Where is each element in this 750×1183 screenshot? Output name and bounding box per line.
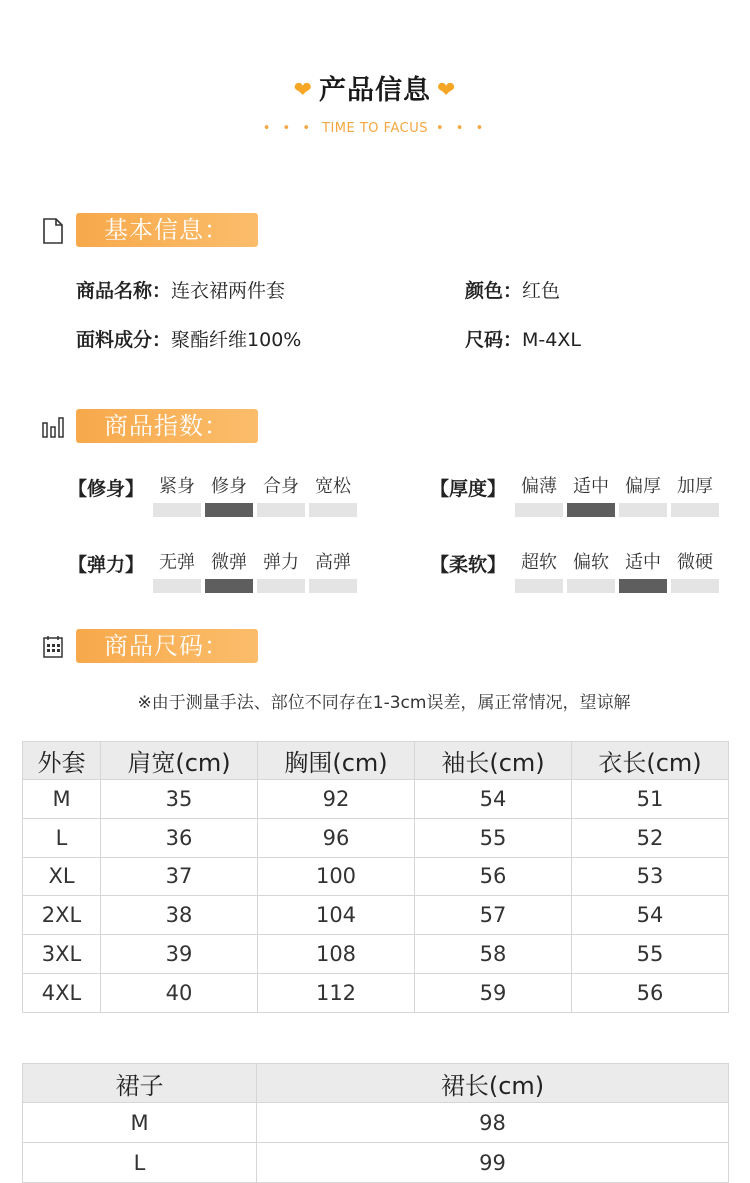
index-bar: [309, 503, 357, 517]
table-header-cell: 袖长(cm): [415, 742, 572, 780]
section-title-basic: 基本信息：: [76, 213, 258, 247]
table-cell: 56: [572, 973, 729, 1012]
table-cell: 54: [572, 896, 729, 935]
table-header-cell: 外套: [23, 742, 101, 780]
index-bar: [671, 503, 719, 517]
table-header-cell: 肩宽(cm): [101, 742, 258, 780]
decorative-dots: • • •: [262, 121, 315, 136]
table-cell: 4XL: [23, 973, 101, 1012]
index-bar-selected: [619, 579, 667, 593]
table-cell: 112: [258, 973, 415, 1012]
table-row: [23, 857, 729, 896]
table-cell: 98: [257, 1103, 729, 1143]
page-title: [0, 68, 750, 107]
product-name-value: 连衣裙两件套: [171, 280, 286, 302]
index-bar: [257, 579, 305, 593]
table-row: [23, 973, 729, 1012]
size-range-row: [465, 325, 581, 352]
fabric-value: 聚酯纤维100%: [171, 329, 302, 351]
index-option: 超软: [521, 552, 557, 573]
table-cell: L: [23, 1143, 257, 1183]
table-cell: 52: [572, 818, 729, 857]
index-option: 修身: [211, 476, 247, 497]
table-cell: 104: [258, 896, 415, 935]
index-bar: [515, 503, 563, 517]
table-header-cell: 衣长(cm): [572, 742, 729, 780]
index-bar: [567, 579, 615, 593]
index-option: 偏厚: [625, 476, 661, 497]
jacket-size-table: [22, 741, 729, 1013]
index-option: 弹力: [263, 552, 299, 573]
index-bar: [515, 579, 563, 593]
index-option: 微弹: [211, 552, 247, 573]
table-row: [23, 780, 729, 819]
table-row: [23, 1143, 729, 1183]
table-cell: 36: [101, 818, 258, 857]
index-option: 适中: [625, 552, 661, 573]
color-value: 红色: [522, 280, 561, 302]
index-bar: [153, 503, 201, 517]
index-bar: [257, 503, 305, 517]
table-cell: 54: [415, 780, 572, 819]
index-bar-selected: [567, 503, 615, 517]
fabric-label: 面料成分：: [76, 329, 172, 351]
table-cell: 38: [101, 896, 258, 935]
skirt-size-table: [22, 1063, 729, 1183]
index-label: 【柔软】: [430, 554, 507, 576]
section-title-size: 商品尺码：: [76, 629, 258, 663]
table-cell: 55: [572, 935, 729, 974]
table-row: [23, 1103, 729, 1143]
index-option: 微硬: [677, 552, 713, 573]
table-header-cell: 胸围(cm): [258, 742, 415, 780]
table-cell: 35: [101, 780, 258, 819]
index-option: 合身: [263, 476, 299, 497]
size-range-label: 尺码：: [465, 329, 523, 351]
color-label: 颜色：: [465, 280, 523, 302]
index-option: 加厚: [677, 476, 713, 497]
table-cell: 108: [258, 935, 415, 974]
table-cell: 59: [415, 973, 572, 1012]
heart-icon: ❤: [293, 78, 313, 103]
table-cell: 55: [415, 818, 572, 857]
table-cell: 39: [101, 935, 258, 974]
table-cell: M: [23, 1103, 257, 1143]
table-cell: XL: [23, 857, 101, 896]
index-bar: [153, 579, 201, 593]
index-bar-selected: [205, 579, 253, 593]
index-label: 【弹力】: [68, 554, 145, 576]
index-bar: [309, 579, 357, 593]
table-cell: 99: [257, 1143, 729, 1183]
table-cell: 51: [572, 780, 729, 819]
table-cell: 2XL: [23, 896, 101, 935]
table-cell: 56: [415, 857, 572, 896]
index-bar: [671, 579, 719, 593]
table-cell: 100: [258, 857, 415, 896]
table-cell: 3XL: [23, 935, 101, 974]
color-row: [465, 276, 560, 303]
table-header-cell: 裙子: [23, 1064, 257, 1103]
page-subtitle: [0, 121, 750, 136]
table-row: [23, 896, 729, 935]
index-option: 紧身: [159, 476, 195, 497]
index-option: 偏薄: [521, 476, 557, 497]
table-cell: 37: [101, 857, 258, 896]
table-cell: L: [23, 818, 101, 857]
table-cell: 57: [415, 896, 572, 935]
index-bar: [619, 503, 667, 517]
subtitle-text: TIME TO FACUS: [322, 121, 428, 136]
calendar-grid-icon: [40, 634, 66, 660]
decorative-dots: • • •: [435, 121, 488, 136]
index-option: 宽松: [315, 476, 351, 497]
fabric-row: [76, 325, 301, 352]
index-bar-selected: [205, 503, 253, 517]
table-cell: 53: [572, 857, 729, 896]
measurement-note: ※由于测量手法、部位不同存在1-3cm误差，属正常情况，望谅解: [137, 693, 631, 713]
bar-chart-icon: [40, 414, 66, 440]
table-cell: 40: [101, 973, 258, 1012]
index-label: 【厚度】: [430, 478, 507, 500]
document-icon: [40, 218, 66, 244]
table-cell: M: [23, 780, 101, 819]
index-label: 【修身】: [68, 478, 145, 500]
table-cell: 58: [415, 935, 572, 974]
table-row: [23, 935, 729, 974]
index-option: 高弹: [315, 552, 351, 573]
table-cell: 96: [258, 818, 415, 857]
product-name-label: 商品名称：: [76, 280, 172, 302]
index-option: 偏软: [573, 552, 609, 573]
table-cell: 92: [258, 780, 415, 819]
index-option: 无弹: [159, 552, 195, 573]
table-row: [23, 818, 729, 857]
index-option: 适中: [573, 476, 609, 497]
heart-icon: ❤: [437, 78, 457, 103]
page-title-text: 产品信息: [319, 75, 431, 106]
table-header-cell: 裙长(cm): [257, 1064, 729, 1103]
size-range-value: M-4XL: [522, 329, 581, 351]
section-title-index: 商品指数：: [76, 409, 258, 443]
product-name-row: [76, 276, 285, 303]
